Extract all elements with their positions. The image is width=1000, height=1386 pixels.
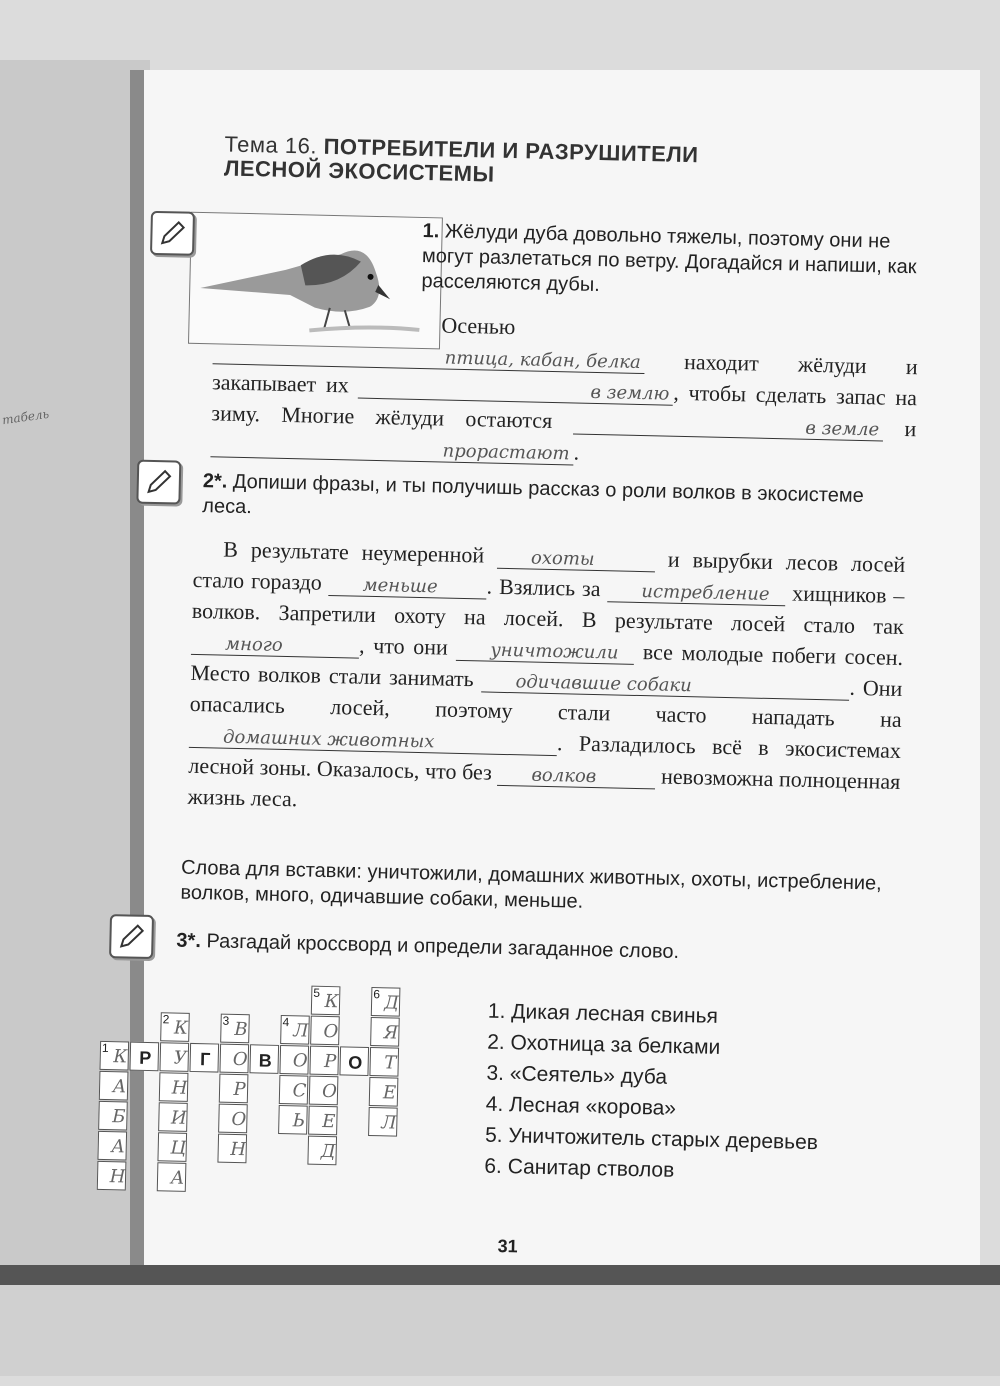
clue-number: 3 [222, 1013, 230, 1028]
crossword-letter: Р [139, 1047, 152, 1069]
crossword-letter: Л [293, 1020, 309, 1042]
crossword-letter: Ь [292, 1110, 306, 1132]
crossword-letter: А [111, 1136, 126, 1158]
crossword-letter: Р [323, 1050, 337, 1073]
clue-item: 4. Лесная «корова» [485, 1092, 677, 1120]
clue-item: 5. Уничтожитель старых деревьев [484, 1123, 819, 1155]
margin-note: табель [1, 406, 50, 428]
crossword-letter: Л [381, 1112, 397, 1134]
crossword-cell[interactable] [97, 1131, 127, 1161]
task1-text: Осенью птица, кабан, белка находит жёлуди и закапывает их в землю , чтобы сделать запас на зиму. Многие жёлуди остаются в земле и прорастают . [211, 312, 918, 465]
pencil-icon [109, 914, 154, 959]
crossword-letter: Р [233, 1078, 246, 1101]
insert-words: Слова для вставки: уничтожили, домашних животных, охоты, истребление, волков, много, одичавшие собаки, меньше. [180, 856, 882, 913]
crossword-letter: О [347, 1052, 363, 1073]
clue-item: 6. Санитар стволов [484, 1154, 675, 1182]
answer-field-5[interactable]: охоты [497, 548, 655, 573]
crossword-cell[interactable] [371, 987, 401, 1017]
crossword-letter: А [170, 1167, 185, 1189]
crossword-cell[interactable] [370, 1017, 400, 1047]
answer-field-9[interactable]: уничтожили [456, 640, 634, 665]
crossword-cell[interactable] [311, 986, 341, 1016]
answer-field-1[interactable]: птица, кабан, белка [213, 343, 645, 374]
clue-item: 2. Охотница за белками [486, 1030, 721, 1059]
clue-number: 2 [162, 1012, 170, 1027]
crossword-cell[interactable] [219, 1074, 249, 1104]
crossword-cell[interactable] [369, 1077, 399, 1107]
page-title [224, 132, 699, 191]
crossword-letter: И [170, 1107, 187, 1129]
crossword-cell[interactable] [309, 1076, 339, 1106]
crossword-cell[interactable] [157, 1162, 187, 1192]
crossword-letter: Е [322, 1110, 336, 1133]
answer-field-7[interactable]: истребление [607, 581, 785, 606]
answer-field-12[interactable]: волков [497, 765, 655, 790]
crossword-cell[interactable] [310, 1016, 340, 1046]
answer-field-4[interactable]: прорастают [210, 436, 573, 465]
theme-label: Тема 16. [224, 131, 318, 159]
answer-field-11[interactable]: домашних животных [189, 727, 557, 756]
crossword-cell[interactable] [99, 1071, 129, 1101]
pencil-icon [150, 211, 195, 256]
crossword-cell[interactable] [159, 1042, 189, 1072]
crossword-letter: В [258, 1050, 272, 1071]
crossword-cell[interactable] [157, 1132, 187, 1162]
crossword-cell[interactable] [158, 1102, 188, 1132]
crossword-cell[interactable] [218, 1104, 248, 1134]
crossword-letter: Д [320, 1140, 336, 1163]
crossword-letter: Е [382, 1082, 397, 1104]
crossword-letter: О [323, 1020, 339, 1043]
task3-prompt: 3*. Разгадай кроссворд и определи загаданное слово. [176, 929, 680, 963]
crossword-letter: С [292, 1080, 307, 1102]
crossword-letter: А [112, 1076, 127, 1098]
crossword-letter: Я [383, 1022, 399, 1044]
answer-field-3[interactable]: в земле [573, 413, 883, 441]
clue-number: 4 [282, 1015, 290, 1030]
crossword-cell[interactable] [99, 1041, 129, 1071]
title-line1: ПОТРЕБИТЕЛИ И РАЗРУШИТЕЛИ [323, 133, 699, 168]
crossword-letter: К [324, 990, 339, 1013]
answer-field-2[interactable]: в землю [358, 378, 673, 406]
task1-prompt: 1. Жёлуди дуба довольно тяжелы, поэтому они не могут разлетаться по ветру. Догадайся и напиши, как расселяются дубы. [421, 219, 917, 297]
crossword-letter: Г [199, 1049, 211, 1070]
crossword-cell[interactable] [369, 1047, 399, 1077]
crossword-cell[interactable] [307, 1136, 337, 1166]
crossword-letter: О [292, 1050, 308, 1072]
crossword-cell[interactable] [97, 1161, 127, 1191]
task2-prompt: 2*. Допиши фразы, и ты получишь рассказ о роли волков в экосистеме леса. [202, 470, 864, 519]
crossword-letter: Ц [170, 1137, 187, 1159]
answer-field-8[interactable]: много [191, 634, 359, 659]
crossword-clues [484, 996, 821, 1190]
page-number: 31 [497, 1235, 518, 1257]
crossword-letter: В [234, 1018, 248, 1041]
crossword-cell[interactable] [98, 1101, 128, 1131]
crossword-cell[interactable] [279, 1045, 309, 1075]
answer-field-10[interactable]: одичавшие собаки [481, 671, 849, 700]
crossword-cell[interactable] [278, 1105, 308, 1135]
crossword-letter: К [113, 1046, 128, 1068]
crossword-letter: Н [109, 1166, 126, 1188]
crossword-letter: Б [112, 1106, 126, 1128]
crossword-cell[interactable] [219, 1044, 249, 1074]
crossword-cell[interactable] [309, 1046, 339, 1076]
clue-item: 3. «Сеятель» дуба [486, 1061, 668, 1089]
task2-text: В результате неумеренной охоты и вырубки лесов лосей стало гораздо меньше . Взялись за истребление хищников – волков. Запретили охоту на лосей. В результате лосей стало так много , что они уничтожили все молодые побеги сосен. Место волков стали занимать одичавшие собаки . Они опасались лосей, поэтому стали часто нападать на домашних животных . Разладилось всё в экосистемах лесной зоны. Оказалось, что без волков невозможна полноценная жизнь леса. [187, 536, 906, 812]
crossword-letter: О [232, 1048, 248, 1071]
clue-number: 6 [373, 987, 381, 1002]
crossword-cell[interactable] [280, 1015, 310, 1045]
crossword-letter: Д [384, 992, 400, 1014]
crossword-cell[interactable] [308, 1106, 338, 1136]
pencil-icon [136, 460, 181, 505]
clue-item: 1. Дикая лесная свинья [487, 999, 719, 1028]
crossword-letter: О [231, 1108, 247, 1131]
crossword-cell[interactable] [249, 1044, 279, 1074]
crossword-cell[interactable] [189, 1043, 219, 1073]
crossword-letter: Т [383, 1052, 397, 1074]
crossword-letter: К [173, 1017, 189, 1039]
crossword-letter: Н [171, 1077, 188, 1099]
clue-number: 5 [313, 985, 321, 1000]
crossword-letter: О [321, 1080, 338, 1103]
crossword-cell[interactable] [217, 1134, 247, 1164]
crossword-letter: У [173, 1047, 188, 1069]
crossword-cell[interactable] [368, 1107, 398, 1137]
clue-number: 1 [101, 1040, 109, 1056]
crossword-cell[interactable] [160, 1012, 190, 1042]
crossword-cell[interactable] [339, 1046, 369, 1076]
crossword-cell[interactable] [220, 1014, 250, 1044]
crossword-cell[interactable] [159, 1072, 189, 1102]
title-line2: ЛЕСНОЙ ЭКОСИСТЕМЫ [223, 155, 495, 187]
crossword-letter: Н [230, 1138, 247, 1161]
crossword-cell[interactable] [129, 1042, 159, 1072]
answer-field-6[interactable]: меньше [328, 575, 486, 600]
crossword-cell[interactable] [279, 1075, 309, 1105]
